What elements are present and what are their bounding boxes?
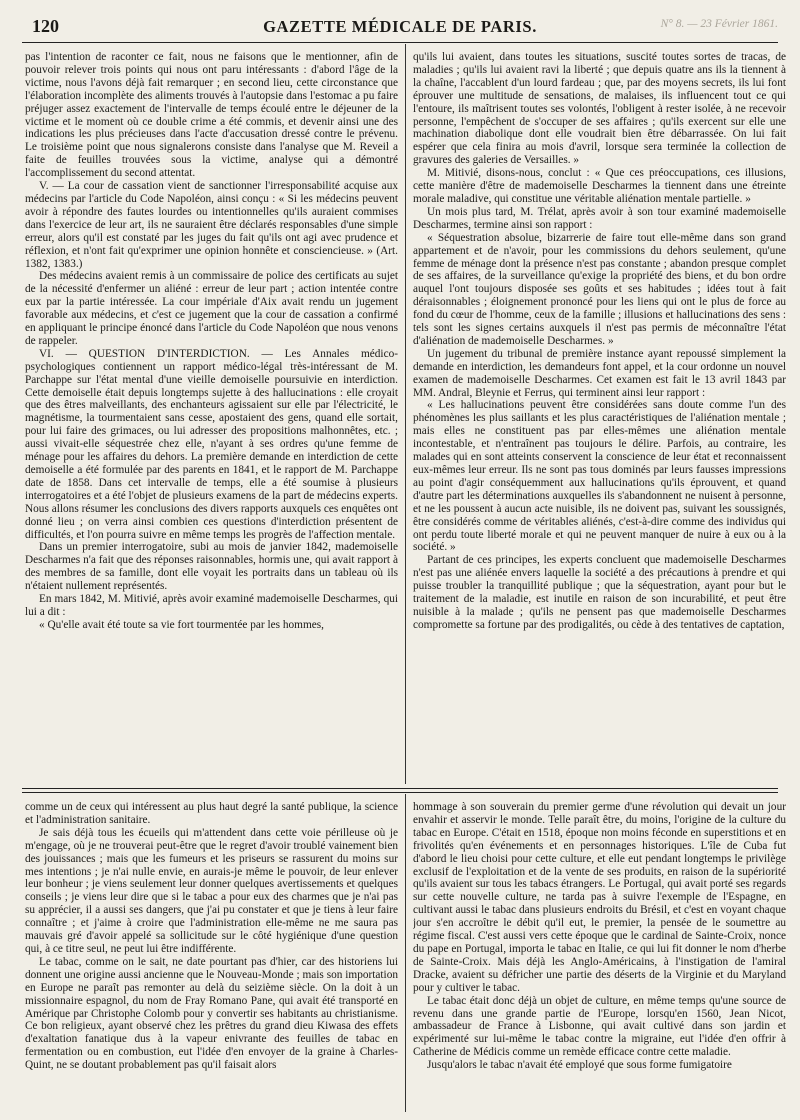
- paragraph: Dans un premier interrogatoire, subi au mois de janvier 1842, mademoiselle Descharmes n'a fait que des réponses raisonnables, hormis une, qui avait rapport à des membres de sa famille, dont elle voyait les portraits dans un tableau où ils n'étaient nullement représentés.: [25, 541, 398, 593]
- page-header: [22, 14, 778, 43]
- column-1: [25, 51, 398, 777]
- paragraph: M. Mitivié, disons-nous, conclut : « Que ces préoccupations, ces illusions, cette manière d'être de mademoiselle Descharmes la tiennent dans une étreinte morale maladive, qui constitue une véritable aliénation mentale partielle. »: [413, 167, 786, 205]
- paragraph: Je sais déjà tous les écueils qui m'attendent dans cette voie périlleuse où je m'engage, où je ne trouverai peut-être que le regret d'avoir troublé vainement bien des jouissances ; mais que les fumeurs et les priseurs se rassurent du moins sur mes intentions ; je n'ai nulle envie, en aurais-je même le pouvoir, de leur enlever leur bonheur ; je viens seulement leur donner quelques avertissements et quelques conseils ; je viens leur dire que si le tabac a pour eux des charmes que je n'ai pas su apprécier, il a aussi ses dangers, que j'ai pu constater et que je tiens à leur faire connaître ; et j'aime à croire que l'administration elle-même ne me saura pas mauvais gré d'avoir appelé sa sollicitude sur le côté hygiénique d'une question qui, à ce titre seul, ne peut lui être indifférente.: [25, 826, 398, 955]
- paragraph: hommage à son souverain du premier germe d'une révolution qui devait un jour envahir et asservir le monde. Telle paraît être, du moins, l'origine de la culture du tabac en Europe. C'était en 1518, époque non moins féconde en superstitions et en frivolités qu'en événements et en personnages historiques. L'île de Cuba fut d'abord le lieu choisi pour cette culture, et elle eut pendant longtemps le privilège exclusif de l'exploitation et de la vente de ses produits, en raison de la supériorité qu'ils avaient sur tous les tabacs étrangers. Le Portugal, qui avait porté ses regards sur cette nouvelle culture, ne tarda pas à suivre l'exemple de l'Espagne, en cultivant aussi le tabac dans plusieurs endroits du Brésil, et c'est en voyant chaque jour s'en accroître le débit qu'il eut, le premier, la pensée de le soumettre au régime fiscal. C'est aussi vers cette époque que le cardinal de Sainte-Croix, nonce du pape en Portugal, importa le tabac en Italie, ce qui lui fit donner le nom d'herbe de Sainte-Croix. Mais déjà les Anglo-Américains, à l'instigation de l'amiral Dracke, avaient su défricher une partie des déserts de la Virginie et du Maryland pour y cultiver le tabac.: [413, 801, 786, 994]
- paragraph: En mars 1842, M. Mitivié, après avoir examiné mademoiselle Descharmes, qui lui a dit :: [25, 593, 398, 618]
- feuilleton-column-1: [25, 801, 398, 1111]
- paragraph: VI. — QUESTION D'INTERDICTION. — Les Annales médico-psychologiques contiennent un rapport médico-légal très-intéressant de M. Parchappe sur l'état mental d'une vieille demoiselle poursuivie en interdiction. Cette demoiselle était depuis longtemps sujette à des hallucinations : elle croyait que des êtres malveillants, des enchanteurs agissaient sur elle par l'électricité, le magnétisme, la tourmentaient sans cesse, apostaient des gens, quand elle sortait, pour lui faire des grimaces, ou lui adresser des propositions malhonnêtes, etc. ; aussi vivait-elle séquestrée chez elle, n'ayant à ses ordres qu'une femme de ménage pour les affaires du dehors. La première demande en interdiction de cette demoiselle a été formulée par des parents en 1841, et le rapport de M. Parchappe date de 1858. Dans cet intervalle de temps, elle a été soumise à plusieurs interrogatoires et a été l'objet de plusieurs examens de la part de médecins experts. Nous allons résumer les conclusions des divers rapports auxquels ces enquêtes ont donné lieu ; on verra ainsi combien ces questions d'interdiction présentent de difficultés, et l'on pourra suivre en même temps les progrès de l'affection mentale.: [25, 347, 398, 541]
- page-number: 120: [32, 16, 59, 36]
- paragraph: Partant de ces principes, les experts concluent que mademoiselle Descharmes n'est pas une aliénée envers laquelle la société a des précautions à prendre et qui puisse troubler la tranquillité publique ; que la séquestration, ayant pour but le traitement de la maladie, est inutile en raison de son incurabilité, et peut être nuisible à la malade ; qu'ils ne pensent pas que mademoiselle Descharmes compromette sa fortune par des prodigalités, ou cède à des tentatives de captation,: [413, 554, 786, 631]
- header-date-faint: N° 8. — 23 Février 1861.: [660, 18, 778, 30]
- running-title: GAZETTE MÉDICALE DE PARIS.: [263, 17, 537, 36]
- paragraph: qu'ils lui avaient, dans toutes les situations, suscité toutes sortes de tracas, de maladies ; qu'ils lui avaient ravi la liberté ; que depuis quatre ans ils la tiennent à la chaîne, l'accablent d'un lourd fardeau ; que, par des moyens secrets, ils lui font éprouver une multitude de sensations, de malaises, ils influencent tout ce qui l'entoure, ils maîtrisent toutes ses volontés, l'obligent à rester isolée, à ne recevoir personne, l'empêchent de s'occuper de ses affaires ; qu'ils exercent sur elle une machination diabolique dont elle voudrait bien être débarrassée. On lui fait espérer que cela finira au mois d'avril, lorsque sera terminée la collection de gravures des galeries de Versailles. »: [413, 51, 786, 167]
- feuilleton-rule: [22, 788, 778, 793]
- paragraph: « Séquestration absolue, bizarrerie de faire tout elle-même dans son grand appartement et de n'avoir, pour les commissions du dehors seulement, qu'une femme de ménage dont la présence n'est pas constante ; abandon presque complet de ses affaires, de la surveillance qu'exige la propriété des biens, et du bon ordre auquel l'ont toujours disposée ses goûts et ses habitudes ; idées tout à fait déraisonnables ; éloignement prononcé pour les liens qui ont le plus de force au fond du cœur de l'homme, ceux de la famille ; illusions et hallucinations des sens : tels sont les signes certains auxquels il n'est pas permis de méconnaître l'état d'aliénation de mademoiselle Descharmes. »: [413, 231, 786, 347]
- paragraph: Le tabac était donc déjà un objet de culture, en même temps qu'une source de revenu dans une grande partie de l'Europe, lorsqu'en 1560, Jean Nicot, ambassadeur de France à Lisbonne, qui avait cultivé dans son jardin et expérimenté sur lui-même le tabac contre la migraine, eut l'idée d'en offrir à Catherine de Médicis comme un remède efficace contre cette maladie.: [413, 994, 786, 1059]
- column-2: [413, 51, 786, 777]
- feuilleton-column-2: [413, 801, 786, 1111]
- paragraph: V. — La cour de cassation vient de sanctionner l'irresponsabilité acquise aux médecins par l'article du Code Napoléon, ainsi conçu : « Si les médecins peuvent avoir à répondre des fautes lourdes ou intentionnelles qu'ils auraient commises dans l'exercice de leur art, ils ne sauraient être déclarés responsables d'une simple erreur, alors qu'il est constaté par les juges du fait qu'ils ont agi avec prudence et réflexion, et n'ont fait qu'exprimer une opinion honnête et consciencieuse. » (Art. 1382, 1383.): [25, 180, 398, 270]
- paragraph: Des médecins avaient remis à un commissaire de police des certificats au sujet de la nécessité d'enfermer un aliéné : erreur de leur part ; action intentée contre eux par la partie intéressée. La cour impériale d'Aix avait rendu un jugement favorable aux médecins, et c'est ce jugement que la cour de cassation a confirmé en appliquant le principe énoncé dans l'article du Code Napoléon que nous venons de rappeler.: [25, 270, 398, 347]
- column-divider-top: [405, 44, 406, 784]
- paragraph: « Les hallucinations peuvent être considérées sans doute comme l'un des phénomènes les plus saillants et les plus caractéristiques de l'aliénation mentale ; mais elles ne constituent pas par elles-mêmes une aliénation mentale incontestable, et n'entraînent pas toujours le délire. Parfois, au contraire, les malades qui en sont atteints conservent la conscience de leur état et reconnaissent eux-mêmes leur erreur. Ils ne sont pas tous dominés par leurs fausses impressions au point d'agir conséquemment aux hallucinations qu'ils éprouvent, et quand d'autre part les déterminations auxquelles ils s'abandonnent ne nuisent à personne, et ne les poussent à aucun acte nuisible, ils ne doivent pas, suivant les soussignés, être considérés comme de véritables aliénés, c'est-à-dire comme des individus qui ont perdu toute liberté morale et qui ne peuvent manquer de nuire à eux ou à la société. »: [413, 399, 786, 554]
- paragraph: comme un de ceux qui intéressent au plus haut degré la santé publique, la science et l'administration sanitaire.: [25, 801, 398, 826]
- paragraph: Le tabac, comme on le sait, ne date pourtant pas d'hier, car des historiens lui donnent une origine aussi ancienne que le Nouveau-Monde ; mais son importation en Europe ne paraît pas remonter au delà du seizième siècle. On la doit à un missionnaire espagnol, du nom de Fray Romano Pane, qui avait été transporté en Amérique par Christophe Colomb pour y convertir ses habitants au christianisme. Ce bon religieux, ayant observé chez les prêtres du grand dieu Kiwasa des effets d'exaltation fanatique dus à la vapeur enivrante des feuilles de tabac en fermentation ou en combustion, eut l'idée d'en envoyer de la graine à Charles-Quint, ne se doutant probablement pas qu'il faisait alors: [25, 955, 398, 1072]
- paragraph: Un mois plus tard, M. Trélat, après avoir à son tour examiné mademoiselle Descharmes, termine ainsi son rapport :: [413, 205, 786, 231]
- paragraph: « Qu'elle avait été toute sa vie fort tourmentée par les hommes,: [39, 618, 324, 631]
- paragraph: Un jugement du tribunal de première instance ayant repoussé simplement la demande en interdiction, les demandeurs font appel, et la cour ordonne un nouvel examen de mademoiselle Descharmes. Cet examen est fait le 13 avril 1843 par MM. Andral, Bleynie et Ferrus, qui terminent ainsi leur rapport :: [413, 347, 786, 399]
- paragraph: pas l'intention de raconter ce fait, nous ne faisons que le mentionner, afin de pouvoir relever trois points qui nous ont paru intéressants : d'abord l'âge de la victime, nous l'avons déjà fait remarquer ; en second lieu, cette circonstance que l'élaboration incomplète des aliments trouvés à l'autopsie dans l'estomac a pu faire préjuger assez exactement de l'intervalle de temps écoulé entre le déjeuner de la victime et le moment où ce double crime a été commis, et devenir ainsi une des indications les plus précieuses dans l'acte d'accusation dressé contre le prévenu. Le troisième point que nous signalerons consiste dans l'analyse que M. Reveil a faite de feuilles trouvées sous la victime, analyse qui a démontré l'accomplissement du second attentat.: [25, 51, 398, 180]
- column-divider-bottom: [405, 794, 406, 1112]
- paragraph: Jusqu'alors le tabac n'avait été employé que sous forme fumigatoire: [427, 1059, 732, 1072]
